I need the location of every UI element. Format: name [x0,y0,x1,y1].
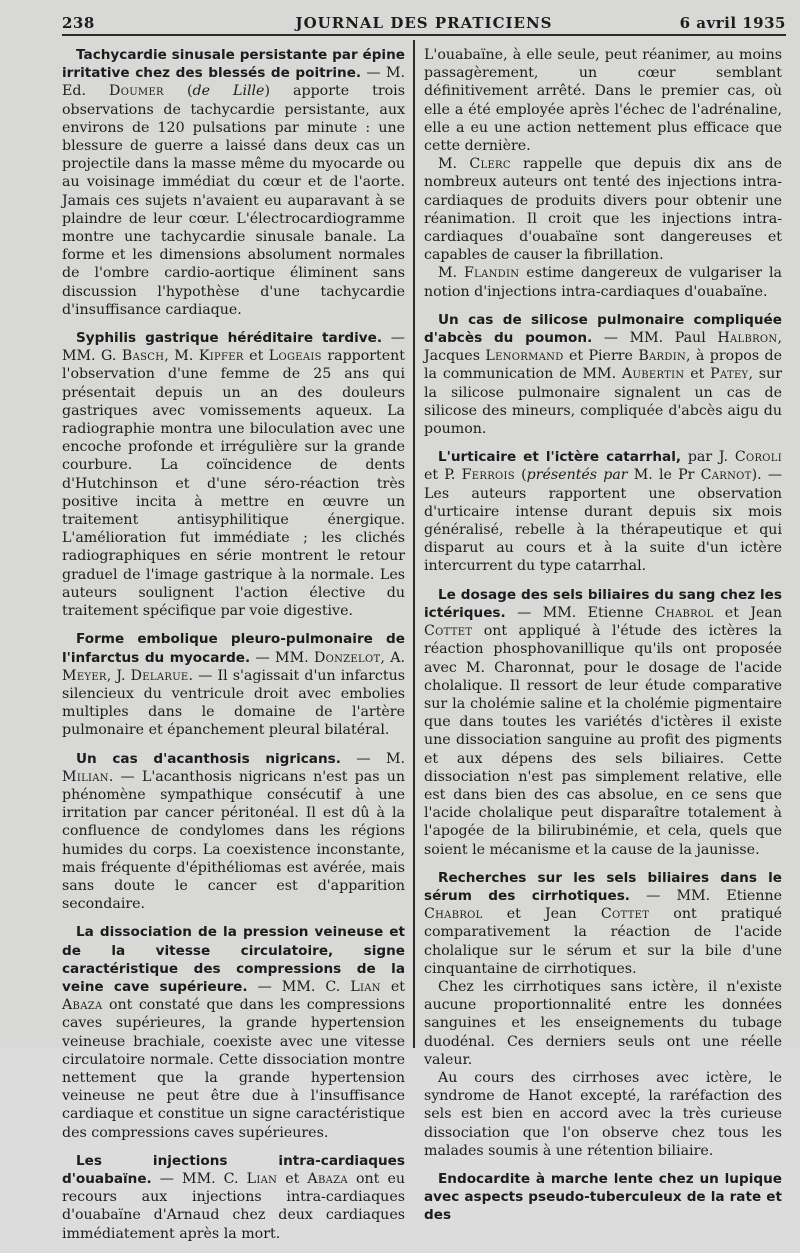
article-body: . — Il s'agissait d'un infarctus silencieux du ventricule droit avec embolies multiples dans le domaine de l'artère pulmonaire et épanchement pleural bilatéral. [62,667,405,739]
article-body: ont appliqué à l'étude des ictères la réaction phosphovanillique qu'ils ont proposée avec M. Charonnat, pour le dosage de l'acide cholalique. Il ressort de leur étude comparative sur la cholémie saline et la cholémie pigmentaire que dans toutes les variétés d'ictères il existe une dissociation sanguine au profit des pigments et aux dépens des sels biliaires. Cette dissociation n'est pas simplement relative, elle est dans bien des cas absolue, en ce sens que l'acide cholalique peut disparaître totalement à l'apogée de la bilirubinémie, et cela, quels que soient le mécanisme et la cause de la jaunisse. [424,623,782,858]
article-body: rappelle que depuis dix ans de nombreux auteurs ont tenté des injections intra-cardiaques de produits divers pour obtenir une réanimation. Il croit que les injections intra-cardiaques d'ouabaïne sont dangereuses et capables de causer la fibrillation. [424,156,783,264]
author-name: Halbron [717,330,778,347]
article-syphilis [62,329,405,620]
article-tachycardie [62,46,405,319]
author-name: Donzelot [313,649,381,666]
article-paragraph [62,329,405,620]
article-paragraph [424,155,782,264]
author-separator: et [380,978,405,995]
author-name: Lian [246,1170,278,1187]
author-name: Patey [710,366,749,383]
article-dosage-sels-biliaires [424,586,782,859]
journal-title: JOURNAL DES PRATICIENS [295,14,553,32]
author-prefix: M. [438,265,465,282]
article-cirrhotiques [424,869,782,1160]
author-separator: M. le Pr [627,467,701,484]
author-separator: et [277,1170,308,1187]
author-separator: , M. [164,348,199,365]
author-name: Logeais [268,348,322,365]
article-paragraph [424,869,782,978]
author-prefix: M. [438,156,470,173]
article-body: ont eu recours aux injections intra-cardiaques d'ouabaïne d'Arnaud chez deux cardiaques immédiatement après la mort. [62,1170,405,1242]
author-name: Lian [350,978,381,995]
presented-by: présentés par [526,467,628,484]
right-column [424,46,782,1235]
article-body: estime dangereux de vulgariser la notion d'injections intra-cardiaques d'ouabaïne. [424,265,782,300]
author-prefix: — MM. Etienne [629,887,782,904]
article-body: ). — Les auteurs rapportent une observation d'urticaire intense durant depuis six mois généralisé, rebelle à la thérapeutique et qui disparut au cours et à la suite d'un ictère intercurrent du type catarrhal. [424,467,783,575]
article-paragraph: Chez les cirrhotiques sans ictère, il n'existe aucune proportionnalité entre les données sanguines et les enseignements du tubage duodénal. Ces derniers seuls ont une réelle valeur. [424,978,782,1068]
article-ouabaine-continued [424,46,782,301]
article-paragraph [424,311,782,438]
article-title: Forme embolique pleuro-pulmonaire de l'infarctus du myocarde. [62,631,405,666]
author-name: Cottet [600,906,650,923]
author-prefix: — MM. C. [247,978,351,995]
article-title: La dissociation de la pression veineuse et de la vitesse circulatoire, signe caractéristique des compressions de la veine cave supérieure. [62,924,405,995]
article-title: L'urticaire et l'ictère catarrhal, [438,449,682,466]
article-paragraph [62,750,405,914]
article-title: Les injections intra-cardiaques d'ouabaïne. [62,1152,405,1187]
author-name: Meyer [62,667,107,684]
article-body: , sur la silicose pulmonaire signalent un cas de silicose des mineurs, compliquée d'abcès aigu du poumon. [424,366,782,438]
article-title: Endocardite à marche lente chez un lupique avec aspects pseudo-tuberculeux de la rate et des [424,1170,782,1224]
article-paragraph [62,923,405,1141]
author-separator: et Jean [482,906,601,923]
author-place: de Lille [192,83,265,100]
left-column [62,46,405,1253]
author-name: Delarue [130,667,189,684]
author-prefix: — M. [340,750,405,767]
page-number: 238 [62,14,95,32]
author-name: Chabrol [424,906,483,923]
article-title: Un cas d'acanthosis nigricans. [76,750,341,767]
article-body: apporte trois observations de tachycardie persistante, aux environs de 120 pulsations par minute : une blessure de guerre a laissé dans deux cas un projectile dans la masse même du myocarde ou au voisinage immédiat du cœur et de l'aorte. Jamais ces sujets n'avaient eu auparavant à se plaindre de leur cœur. L'électrocardiogramme montre une tachycardie sinusale banale. La forme et les dimensions absolument normales de l'ombre cardio-aortique éliminent sans discussion l'hypothèse d'une tachycardie d'insuffisance cardiaque. [62,83,405,318]
article-paragraph [424,264,782,300]
article-body: rapportent l'observation d'une femme de 25 ans qui présentait depuis un an des douleurs gastriques avec vomissements aqueux. La radiographie montra une biloculation avec une encoche profonde et irrégulière sur la grande courbure. La coïncidence de dents d'Hutchinson et d'une séro-réaction très positive incita à mettre en œuvre un traitement antisyphilitique énergique. L'amélioration fut immédiate ; les clichés radiographiques en série montrent le retour graduel de l'image gastrique à la normale. Les auteurs soulignent l'action élective du traitement spécifique par voie digestive. [62,348,405,620]
author-separator: , A. [380,649,406,666]
article-title: Syphilis gastrique héréditaire tardive. [76,330,383,347]
author-prefix: — MM. Etienne [505,604,655,621]
author-prefix: — MM. [250,649,314,666]
article-paragraph: Tachycardie sinusale persistante par épine irritative chez des blessés de poitrine. — M. Ed. Doumer (de Lille) apporte trois observations de tachycardie persistante, aux environs de 120 pulsations par minute : une blessure de guerre a laissé dans deux cas un projectile dans la masse même du myocarde ou au voisinage immédiat du cœur et de l'aorte. Jamais ces sujets n'avaient eu auparavant à se plaindre de leur cœur. L'électrocardiogramme montre une tachycardie sinusale banale. La forme et les dimensions absolument normales de l'ombre cardio-aortique éliminent sans discussion l'hypothèse d'une tachycardie d'insuffisance cardiaque. [62,47,405,318]
running-header [62,12,786,36]
issue-date: 6 avril 1935 [679,14,786,32]
author-prefix: — MM. G. [62,330,405,365]
article-paragraph [62,1152,405,1243]
article-title: Recherches sur les sels biliaires dans le sérum des cirrhotiques. [424,869,782,904]
author-prefix: — MM. C. [151,1170,247,1187]
article-body: ont constaté que dans les compressions caves supérieures, la grande hypertension veineuse brachiale, coexiste avec une vitesse circulatoire normale. Cette dissociation montre nettement que la grande hypertension veineuse ne peut être due à l'insuffisance cardiaque et constitue un signe caractéristique des compressions caves supérieures. [62,997,405,1141]
author-name: Clerc [469,156,511,173]
author-name: Ferrois [461,467,515,484]
article-ouabaine [62,1152,405,1243]
article-title: Tachycardie sinusale persistante par épine irritative chez des blessés de poitrine. [62,47,405,82]
article-paragraph [424,586,782,859]
author-name: Basch [121,348,165,365]
article-paragraph [424,1170,782,1225]
article-paragraph: L'urticaire et l'ictère catarrhal, par J. Coroli et P. Ferrois (présentés par M. le Pr Carnot). — Les auteurs rapportent une observation d'urticaire intense durant depuis six mois généralisé, rebelle à la thérapeutique et qui disparut au cours et à la suite d'un ictère intercurrent du type catarrhal. [424,449,783,575]
author-prefix: par J. [681,449,735,466]
author-separator: et [684,366,711,383]
author-separator: et Jean [713,604,782,621]
article-urticaire [424,448,782,575]
author-separator: et Pierre [563,348,639,365]
author-name: Chabrol [654,604,714,621]
author-separator: et P. [424,467,462,484]
article-acanthosis [62,750,405,914]
article-paragraph [62,630,405,739]
article-paragraph: L'ouabaïne, à elle seule, peut réanimer, au moins passagèrement, un cœur semblant définitivement arrêté. Dans le premier cas, où elle a été employée après l'échec de l'adrénaline, elle a eu une action nettement plus efficace que cette dernière. [424,47,782,155]
author-name: Abaza [307,1170,348,1187]
article-infarctus [62,630,405,739]
author-name: Bardin [638,348,687,365]
author-separator: et [243,348,269,365]
article-body: ont pratiqué comparativement la réaction de l'acide cholalique sur le sérum et sur la bile d'une cinquantaine de cirrhotiques. [424,906,782,977]
article-silicose [424,311,782,438]
article-body: L'acanthosis nigricans n'est pas un phénomène sympathique consécutif à une irritation par cancer péritonéal. Il est dû à la confluence de condylomes dans les régions humides du corps. La coexistence inconstante, mais fréquente d'épithéliomas est avérée, mais sans doute le cancer est d'apparition secondaire. [62,768,405,913]
author-name: Carnot [700,467,752,484]
author-separator: , J. [106,667,131,684]
author-name: Aubertin [621,366,685,383]
author-separator: , à propos de la communication de MM. [424,348,782,383]
author-name: Kipfer [198,348,244,365]
author-name: Doumer [109,83,164,100]
author-name: Flandin [464,265,520,282]
column-divider [413,40,415,1048]
article-paragraph: Au cours des cirrhoses avec ictère, le syndrome de Hanot excepté, la raréfaction des sels est bien en accord avec la très curieuse dissociation que l'on observe chez tous les malades soumis à une rétention biliaire. [424,1069,782,1159]
author-name: Lenormand [485,348,564,365]
author-prefix: — M. Ed. [62,65,405,100]
author-name: Cottet [424,623,473,640]
article-title: Le dosage des sels biliaires du sang chez les ictériques. [424,586,782,621]
article-dissociation [62,923,405,1141]
article-title: Un cas de silicose pulmonaire compliquée d'abcès du poumon. [424,311,782,347]
author-separator: . — [108,768,142,785]
author-separator: , Jacques [424,330,782,365]
author-prefix: — MM. Paul [592,330,718,347]
author-name: Abaza [62,997,103,1014]
author-name: Milian [62,768,109,785]
author-name: Coroli [734,449,782,466]
article-endocardite [424,1170,782,1225]
